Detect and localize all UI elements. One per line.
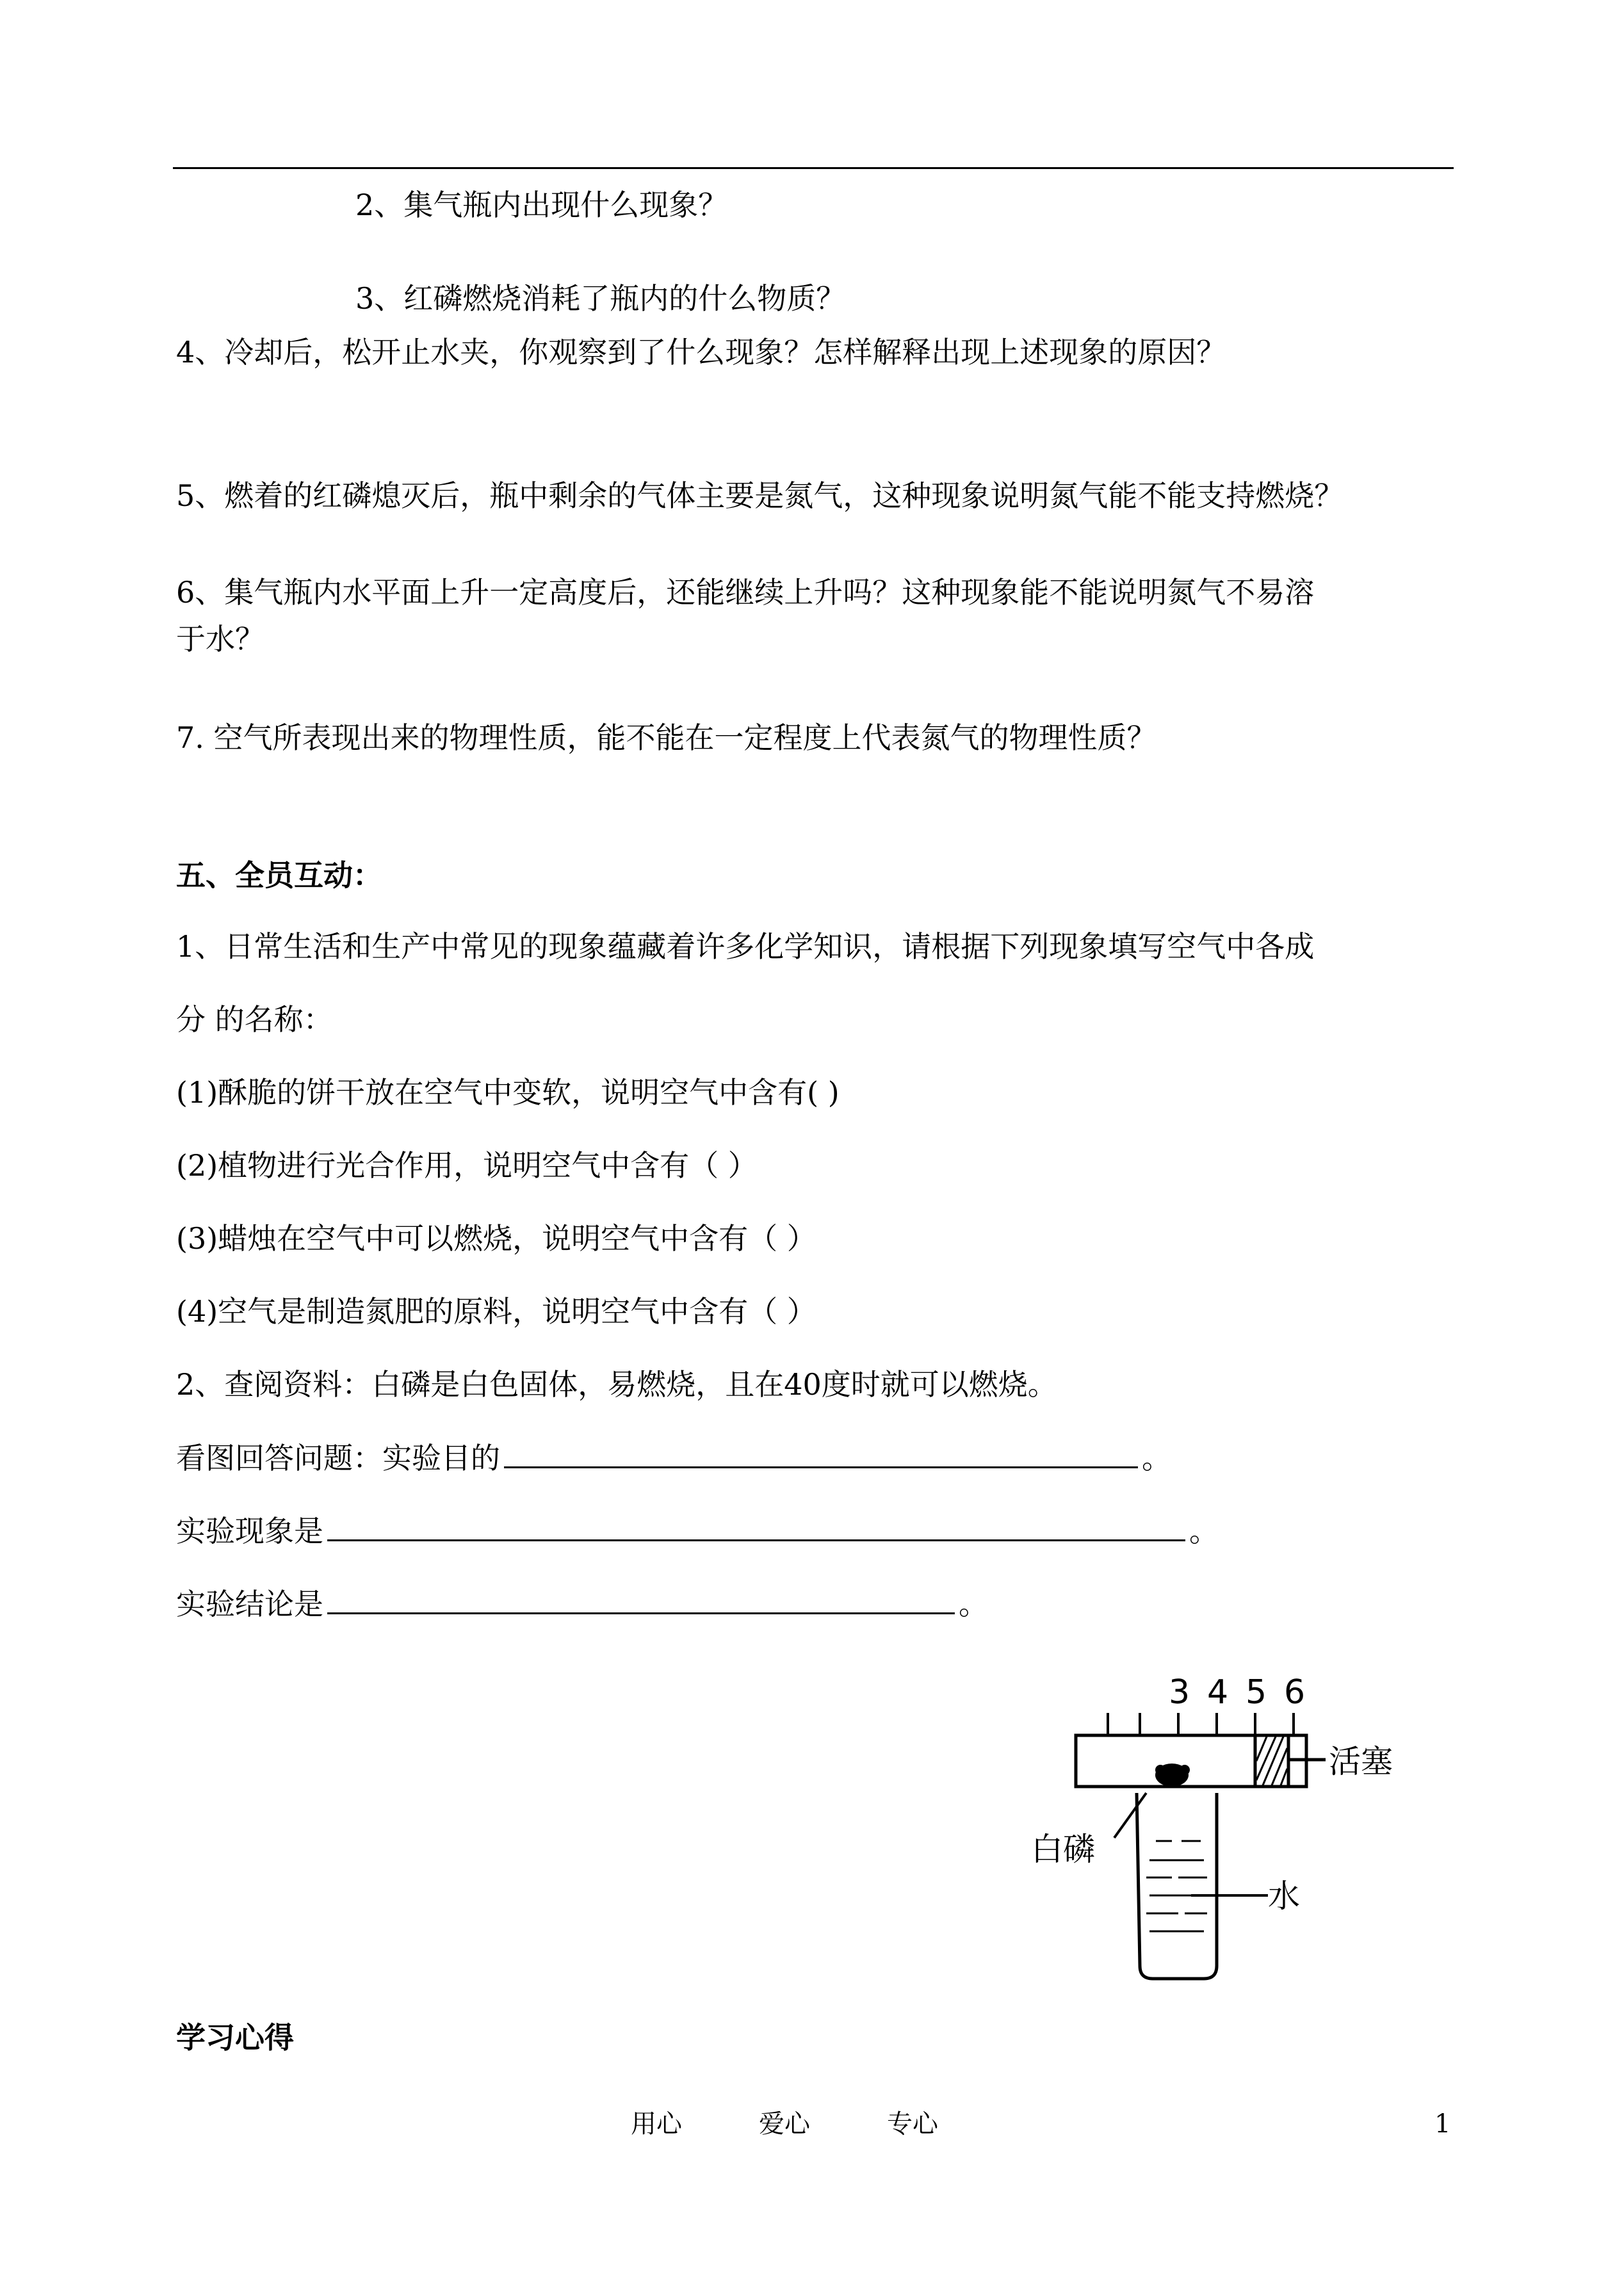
sub-question-2: (2)植物进行光合作用，说明空气中含有（ ）: [176, 1148, 758, 1183]
water-label: 水: [1268, 1877, 1300, 1915]
conclusion-line: [176, 1584, 988, 1623]
question-6-line1: 6、集气瓶内水平面上升一定高度后，还能继续上升吗？这种现象能不能说明氮气不易溶: [176, 575, 1315, 610]
item-1-line1: 1、日常生活和生产中常见的现象蕴藏着许多化学知识，请根据下列现象填写空气中各成: [176, 929, 1315, 964]
item-1-line2: 分 的名称：: [176, 1002, 333, 1037]
beaker: [1137, 1793, 1217, 1979]
footer-word-3: 专心: [887, 2109, 938, 2139]
question-7: 7. 空气所表现出来的物理性质，能不能在一定程度上代表氮气的物理性质？: [176, 720, 1157, 755]
conclusion-label: 实验结论是: [176, 1587, 323, 1621]
phenomenon-label: 实验现象是: [176, 1514, 323, 1548]
white-phosphorus-label: 白磷: [1031, 1831, 1095, 1868]
purpose-blank[interactable]: [504, 1438, 1138, 1468]
scale-label-3: 3: [1169, 1673, 1190, 1712]
scale-label-5: 5: [1246, 1673, 1267, 1712]
water-lines: [1146, 1841, 1207, 1931]
phenomenon-blank[interactable]: [327, 1511, 1185, 1541]
question-2: 2、集气瓶内出现什么现象？: [355, 188, 728, 222]
piston-label: 活塞: [1329, 1743, 1393, 1780]
sub-question-4: (4)空气是制造氮肥的原料，说明空气中含有（ ）: [176, 1294, 816, 1329]
conclusion-period: 。: [959, 1587, 988, 1621]
phenomenon-period: 。: [1189, 1514, 1219, 1548]
purpose-label: 看图回答问题：实验目的: [176, 1441, 500, 1475]
header-rule: [173, 167, 1454, 169]
purpose-period: 。: [1142, 1441, 1171, 1475]
footer-word-2: 爱心: [759, 2109, 810, 2139]
scale-ticks: [1108, 1713, 1294, 1735]
item-2: 2、查阅资料：白磷是白色固体，易燃烧，且在40度时就可以燃烧。: [176, 1367, 1057, 1402]
section-5-heading: 五、全员互动：: [176, 858, 382, 893]
question-4: 4、冷却后，松开止水夹，你观察到了什么现象？怎样解释出现上述现象的原因？: [176, 335, 1226, 369]
page-number: 1: [1434, 2109, 1451, 2139]
study-notes-heading: 学习心得: [176, 2020, 294, 2055]
scale-label-4: 4: [1207, 1673, 1229, 1712]
phosphorus-pointer: [1114, 1793, 1146, 1838]
footer-word-1: 用心: [631, 2109, 682, 2139]
question-5: 5、燃着的红磷熄灭后，瓶中剩余的气体主要是氮气，这种现象说明氮气能不能支持燃烧？: [176, 478, 1344, 513]
piston: [1255, 1735, 1288, 1787]
scale-label-6: 6: [1284, 1673, 1306, 1712]
question-3: 3、红磷燃烧消耗了瓶内的什么物质？: [355, 281, 846, 316]
question-6-line2: 于水？: [176, 622, 264, 656]
phenomenon-line: [176, 1511, 1219, 1550]
conclusion-blank[interactable]: [327, 1584, 955, 1614]
white-phosphorus: [1155, 1764, 1190, 1787]
experiment-diagram: [1012, 1665, 1473, 1985]
sub-question-3: (3)蜡烛在空气中可以燃烧，说明空气中含有（ ）: [176, 1221, 816, 1256]
purpose-line: [176, 1438, 1171, 1477]
sub-question-1: (1)酥脆的饼干放在空气中变软，说明空气中含有( ): [176, 1075, 840, 1110]
